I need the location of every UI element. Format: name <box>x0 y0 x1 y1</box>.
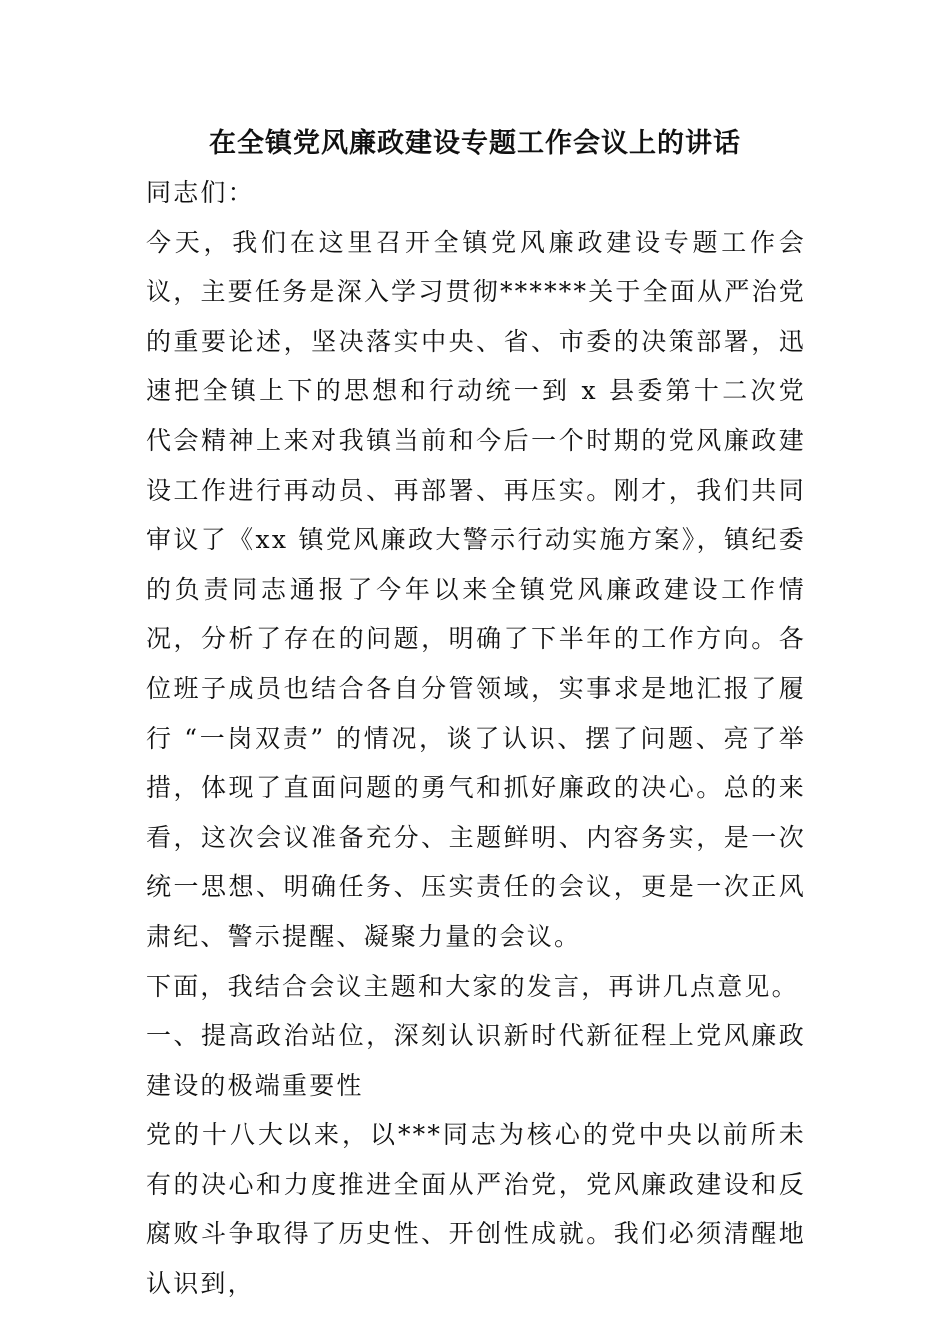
document-body <box>146 168 806 1309</box>
section-heading-1: 一、提高政治站位，深刻认识新时代新征程上党风廉政建设的极端重要性 <box>146 1021 806 1100</box>
section-1-paragraph: 党的十八大以来，以***同志为核心的党中央以前所未有的决心和力度推进全面从严治党，党风廉政建设和反腐败斗争取得了历史性、开创性成就。我们必须清醒地认识到， <box>146 1120 806 1299</box>
paragraph-opening: 今天，我们在这里召开全镇党风廉政建设专题工作会议，主要任务是深入学习贯彻******关于全面从严治党的重要论述，坚决落实中央、省、市委的决策部署，迅速把全镇上下的思想和行动统一到 x 县委第十二次党代会精神上来对我镇当前和今后一个时期的党风廉政建设工作进行再动员、再部署、再压实。刚才，我们共同审议了《xx 镇党风廉政大警示行动实施方案》，镇纪委的负责同志通报了今年以来全镇党风廉政建设工作情况，分析了存在的问题，明确了下半年的工作方向。各位班子成员也结合各自分管领域，实事求是地汇报了履行 “一岗双责” 的情况，谈了认识、摆了问题、亮了举措，体现了直面问题的勇气和抓好廉政的决心。总的来看，这次会议准备充分、主题鲜明、内容务实，是一次统一思想、明确任务、压实责任的会议，更是一次正风肃纪、警示提醒、凝聚力量的会议。 <box>146 227 806 951</box>
document-title: 在全镇党风廉政建设专题工作会议上的讲话 <box>209 128 741 159</box>
paragraph-transition: 下面，我结合会议主题和大家的发言，再讲几点意见。 <box>146 971 799 1001</box>
salutation: 同志们： <box>146 178 255 207</box>
